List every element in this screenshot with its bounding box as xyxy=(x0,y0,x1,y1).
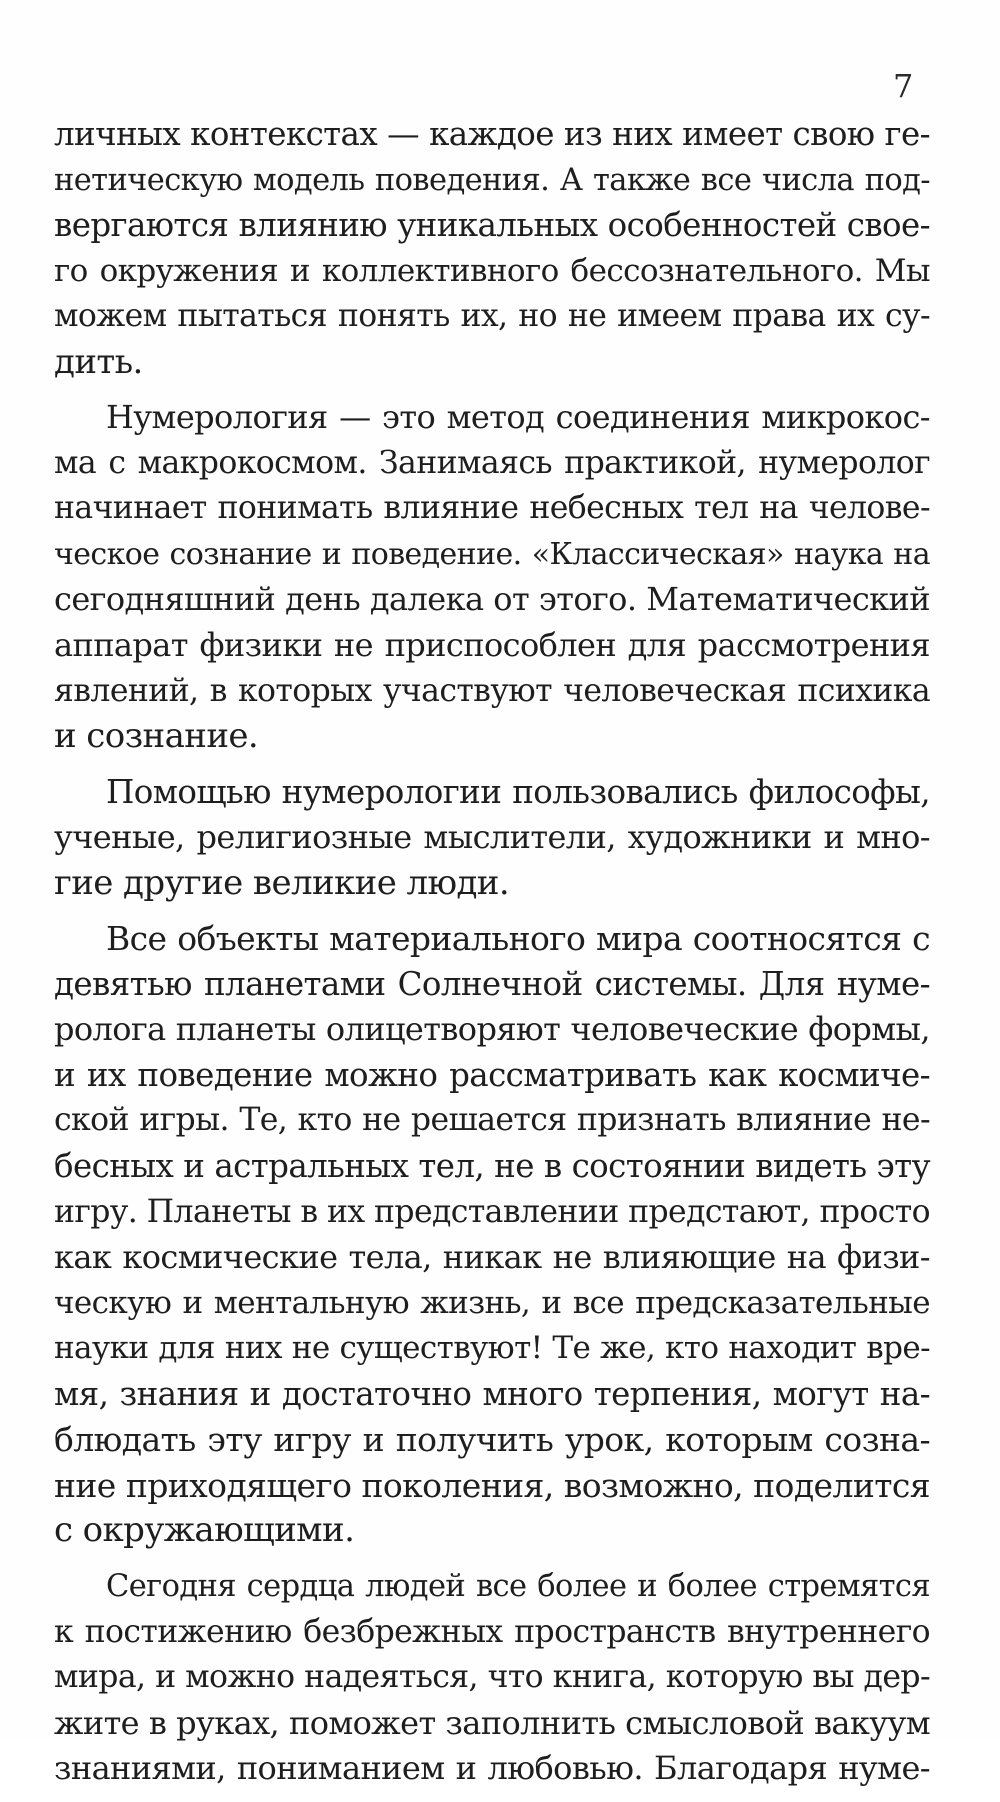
text-line: как космические тела, никак не влияющие на физи- xyxy=(54,1238,930,1277)
text-line: науки для них не существуют! Те же, кто находит вре- xyxy=(54,1330,930,1367)
page-number: 7 xyxy=(893,67,914,105)
text-line: нетическую модель поведения. А также все числа под- xyxy=(54,162,930,198)
text-line: бесных и астральных тел, не в состоянии видеть эту xyxy=(54,1147,930,1186)
text-line: с окружающими. xyxy=(54,1510,355,1551)
paragraph-1 xyxy=(54,112,930,385)
text-line: и их поведение можно рассматривать как космиче- xyxy=(54,1055,930,1094)
text-line: начинает понимать влияние небесных тел на челове- xyxy=(54,490,930,527)
text-line: ческое сознание и поведение. «Классическая» наука на xyxy=(54,536,930,572)
paragraph-4 xyxy=(54,916,930,1554)
text-line: Сегодня сердца людей все более и более стремятся xyxy=(106,1568,930,1604)
text-line: жите в руках, поможет заполнить смысловой вакуум xyxy=(54,1703,930,1742)
paragraph-2 xyxy=(54,395,930,759)
text-line: явлений, в которых участвуют человеческая психика xyxy=(54,672,930,709)
text-line: можем пытаться понять их, но не имеем права их су- xyxy=(54,298,930,335)
text-line: ма с макрокосмом. Занимаясь практикой, нумеролог xyxy=(54,444,930,481)
text-line: го окружения и коллективного бессознательного. Мы xyxy=(54,252,930,289)
text-line: Помощью нумерологии пользовались философы, xyxy=(106,772,930,811)
text-line: вергаются влиянию уникальных особенностей свое- xyxy=(54,206,930,245)
body-text xyxy=(54,112,930,1802)
text-line: гие другие великие люди. xyxy=(54,862,510,903)
text-line: Все объекты материального мира соотносятся с xyxy=(106,919,930,959)
text-line: знаниями, пониманием и любовью. Благодаря нуме- xyxy=(54,1749,930,1788)
text-line: ние приходящего поколения, возможно, поделится xyxy=(54,1465,930,1505)
text-line: ской игры. Те, кто не решается признать влияние не- xyxy=(54,1102,930,1139)
text-line: мя, знания и достаточно много терпения, могут на- xyxy=(54,1374,930,1413)
text-line: ученые, религиозные мыслители, художники и мно- xyxy=(54,818,930,857)
text-line: блюдать эту игру и получить урок, которым созна- xyxy=(54,1420,930,1460)
text-line: дить. xyxy=(54,341,143,382)
text-line: ролога планеты олицетворяют человеческие формы, xyxy=(54,1010,930,1049)
text-line: игру. Планеты в их представлении предстают, просто xyxy=(54,1193,930,1230)
text-line: девятью планетами Солнечной системы. Для нуме- xyxy=(54,964,930,1003)
text-line: Нумерология — это метод соединения микрокос- xyxy=(106,398,930,437)
text-line: к постижению безбрежных пространств внутреннего xyxy=(54,1613,930,1650)
paragraph-5 xyxy=(54,1564,930,1792)
paragraph-3 xyxy=(54,770,930,907)
text-line: сегодняшний день далека от этого. Математический xyxy=(54,580,930,619)
text-line: мира, и можно надеяться, что книга, которую вы дер- xyxy=(54,1659,930,1696)
text-line: ческую и ментальную жизнь, и все предсказательные xyxy=(54,1284,930,1321)
text-line: аппарат физики не приспособлен для рассмотрения xyxy=(54,626,930,665)
text-line: и сознание. xyxy=(54,716,259,757)
text-line: личных контекстах — каждое из них имеет свою ге- xyxy=(54,115,930,153)
